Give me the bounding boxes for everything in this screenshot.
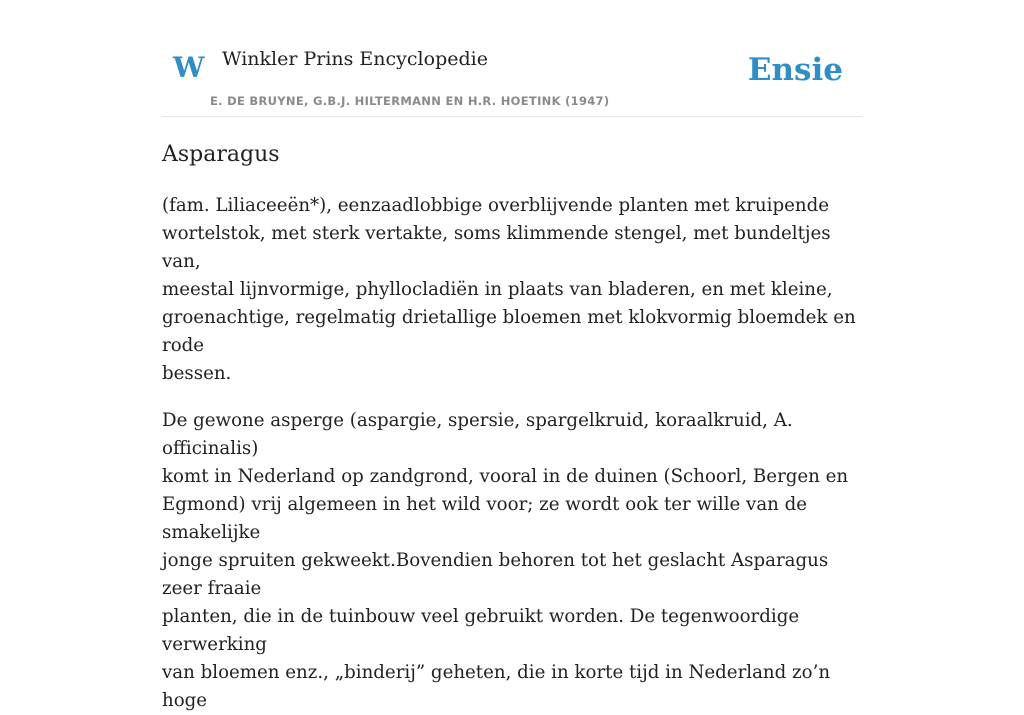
article-paragraph: (fam. Liliaceeën*), eenzaadlobbige overblijvende planten met kruipende wortelstok, met sterk vertakte, soms klimmende stengel, met bundeltjes van, meestal lijnvormige, phyllocladiën in plaats van bladeren, en met kleine, groenachtige, regelmatig drietallige bloemen met klokvormig bloemdek en rode bessen. [162, 195, 856, 384]
ensie-brand-logo[interactable]: Ensie [747, 52, 843, 88]
article-paragraph: De gewone asperge (aspargie, spersie, spargelkruid, koraalkruid, A. officinalis) komt in Nederland op zandgrond, vooral in de duinen (Schoorl, Bergen en Egmond) vrij algemeen in het wild voor; ze wordt ook ter wille van de smakelijke jonge spruiten gekweekt.Bovendien behoren tot het geslacht Asparagus zeer fraaie planten, die in de tuinbouw veel gebruikt worden. De tegenwoordige verwerking van bloemen enz., „binderij” geheten, die in korte tijd in Nederland zo’n hoge [162, 410, 849, 711]
winkler-prins-logo-icon[interactable]: W [173, 51, 205, 84]
article-headword: Asparagus [162, 142, 280, 167]
article-body [162, 116, 862, 715]
book-title-link[interactable]: Winkler Prins Encyclopedie [222, 48, 488, 70]
site-header [162, 0, 862, 117]
book-authors: E. DE BRUYNE, G.B.J. HILTERMANN EN H.R. HOETINK (1947) [210, 94, 610, 108]
